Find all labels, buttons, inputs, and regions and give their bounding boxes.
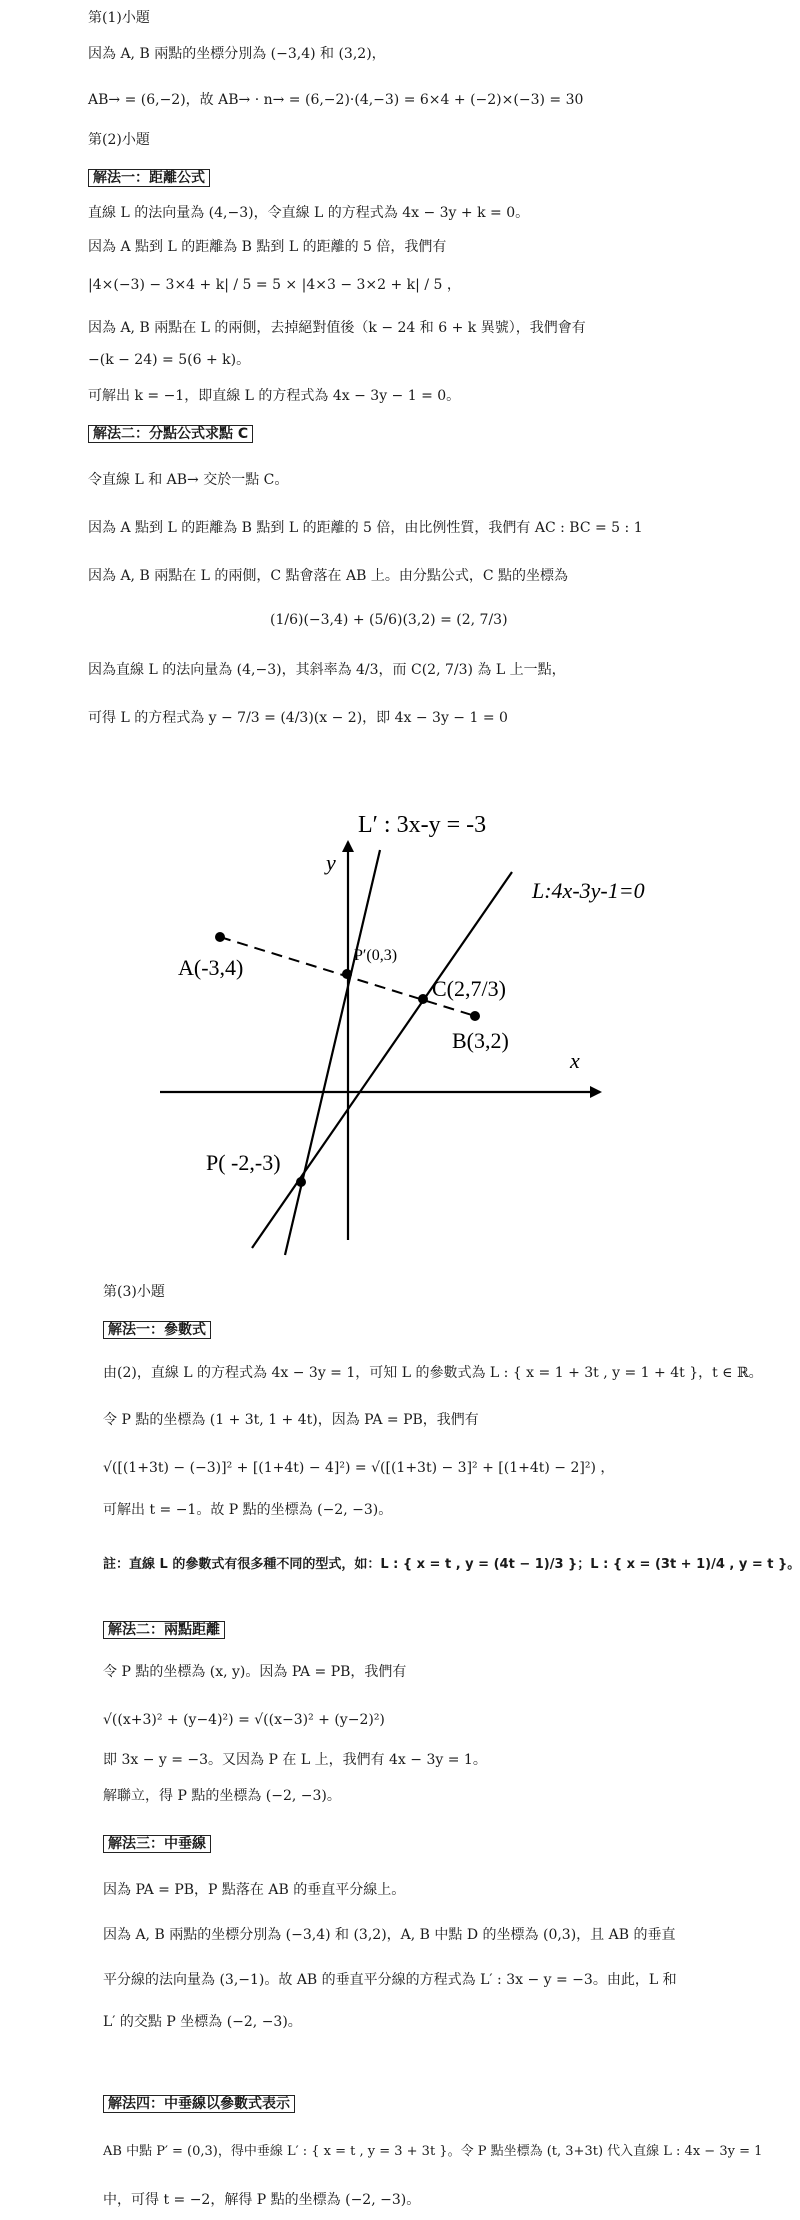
part2-sol1-line: 因為 A 點到 L 的距離為 B 點到 L 的距離的 5 倍，我們有 (88, 239, 447, 255)
label-y-axis: y (326, 850, 336, 875)
part3-sol4-line: AB 中點 P′ = (0,3)，得中垂線 L′ : { x = t , y = 3 + 3t }。令 P 點坐標為 (t, 3+3t) 代入直線 L : 4x − 3y = 1 (103, 2144, 763, 2159)
label-x-axis: x (570, 1048, 580, 1073)
part2-sol1-line: 直線 L 的法向量為 (4,−3)，令直線 L 的方程式為 4x − 3y + k = 0。 (88, 205, 530, 221)
part3-sol3-line: 因為 A, B 兩點的坐標分別為 (−3,4) 和 (3,2)，A, B 中點 D 的坐標為 (0,3)，且 AB 的垂直 (103, 1927, 676, 1943)
label-P-prime: P′(0,3) (354, 947, 398, 964)
label-C: C(2,7/3) (432, 976, 506, 1001)
part3-sol1-note: 註：直線 L 的參數式有很多種不同的型式，如：L : { x = t , y = (4t − 1)/3 }；L : { x = (3t + 1)/4 , y = t }。 (103, 1557, 800, 1572)
part2-sol2-line: 因為直線 L 的法向量為 (4,−3)，其斜率為 4/3，而 C(2, 7/3) 為 L 上一點， (88, 662, 566, 678)
label-P: P( -2,-3) (206, 1150, 281, 1175)
part3-sol3-line: L′ 的交點 P 坐標為 (−2, −3)。 (103, 2014, 302, 2030)
line-L (252, 872, 512, 1248)
point-P (296, 1177, 306, 1187)
coordinate-figure (140, 800, 645, 1270)
part2-sol2-formula: (1/6)(−3,4) + (5/6)(3,2) = (2, 7/3) (270, 612, 508, 628)
part1-heading: 第(1)小題 (88, 10, 150, 26)
part2-solution1-title: 解法一：距離公式 (88, 169, 210, 187)
part1-line: 因為 A, B 兩點的坐標分別為 (−3,4) 和 (3,2)， (88, 46, 386, 62)
point-B (470, 1011, 480, 1021)
part3-sol1-line: 可解出 t = −1。故 P 點的坐標為 (−2, −3)。 (103, 1502, 393, 1518)
part3-sol2-line: 令 P 點的坐標為 (x, y)。因為 PA = PB，我們有 (103, 1664, 407, 1680)
part2-sol2-line: 因為 A, B 兩點在 L 的兩側，C 點會落在 AB 上。由分點公式，C 點的坐標為 (88, 568, 569, 584)
part3-solution1-title: 解法一：參數式 (103, 1321, 211, 1339)
label-B: B(3,2) (452, 1028, 509, 1053)
point-P-prime (342, 969, 352, 979)
part3-sol3-line: 因為 PA = PB，P 點落在 AB 的垂直平分線上。 (103, 1882, 406, 1898)
label-A: A(-3,4) (178, 955, 244, 980)
part3-sol1-line: √([(1+3t) − (−3)]² + [(1+4t) − 4]²) = √([(1+3t) − 3]² + [(1+4t) − 2]²) ， (103, 1460, 615, 1476)
part1-line: AB→ = (6,−2)，故 AB→ · n→ = (6,−2)·(4,−3) = 6×4 + (−2)×(−3) = 30 (88, 92, 584, 108)
part3-sol2-line: 解聯立，得 P 點的坐標為 (−2, −3)。 (103, 1788, 341, 1804)
line-L-prime (285, 850, 380, 1255)
part3-heading: 第(3)小題 (103, 1284, 165, 1300)
part3-sol1-line: 由(2)，直線 L 的方程式為 4x − 3y = 1，可知 L 的參數式為 L : { x = 1 + 3t , y = 1 + 4t }，t ∈ ℝ。 (103, 1365, 763, 1381)
label-L-prime: L′ : 3x-y = -3 (358, 812, 487, 838)
part3-sol2-line: √((x+3)² + (y−4)²) = √((x−3)² + (y−2)²) (103, 1712, 385, 1728)
part2-sol1-line: |4×(−3) − 3×4 + k| / 5 = 5 × |4×3 − 3×2 + k| / 5 ， (88, 277, 461, 293)
part3-sol3-line: 平分線的法向量為 (3,−1)。故 AB 的垂直平分線的方程式為 L′ : 3x − y = −3。由此，L 和 (103, 1972, 677, 1988)
part2-sol1-line: 因為 A, B 兩點在 L 的兩側，去掉絕對值後（k − 24 和 6 + k 異號），我們會有 (88, 320, 586, 336)
part2-sol2-line: 因為 A 點到 L 的距離為 B 點到 L 的距離的 5 倍，由比例性質，我們有 AC : BC = 5 : 1 (88, 520, 643, 536)
part2-heading: 第(2)小題 (88, 132, 150, 148)
point-C (418, 994, 428, 1004)
part3-solution3-title: 解法三：中垂線 (103, 1835, 211, 1853)
part3-solution2-title: 解法二：兩點距離 (103, 1621, 225, 1639)
label-L: L:4x-3y-1=0 (532, 878, 645, 903)
part3-sol2-line: 即 3x − y = −3。又因為 P 在 L 上，我們有 4x − 3y = 1。 (103, 1752, 487, 1768)
part2-sol2-line: 可得 L 的方程式為 y − 7/3 = (4/3)(x − 2)，即 4x − 3y − 1 = 0 (88, 710, 508, 726)
part3-sol1-line: 令 P 點的坐標為 (1 + 3t, 1 + 4t)，因為 PA = PB，我們有 (103, 1412, 479, 1428)
part3-solution4-title: 解法四：中垂線以參數式表示 (103, 2095, 295, 2113)
point-A (215, 932, 225, 942)
part2-solution2-title: 解法二：分點公式求點 C (88, 425, 253, 443)
part2-sol1-line: −(k − 24) = 5(6 + k)。 (88, 352, 251, 368)
part2-sol1-line: 可解出 k = −1，即直線 L 的方程式為 4x − 3y − 1 = 0。 (88, 388, 461, 404)
part3-sol4-line: 中，可得 t = −2，解得 P 點的坐標為 (−2, −3)。 (103, 2192, 421, 2208)
part2-sol2-line: 令直線 L 和 AB→ 交於一點 C。 (88, 472, 289, 488)
